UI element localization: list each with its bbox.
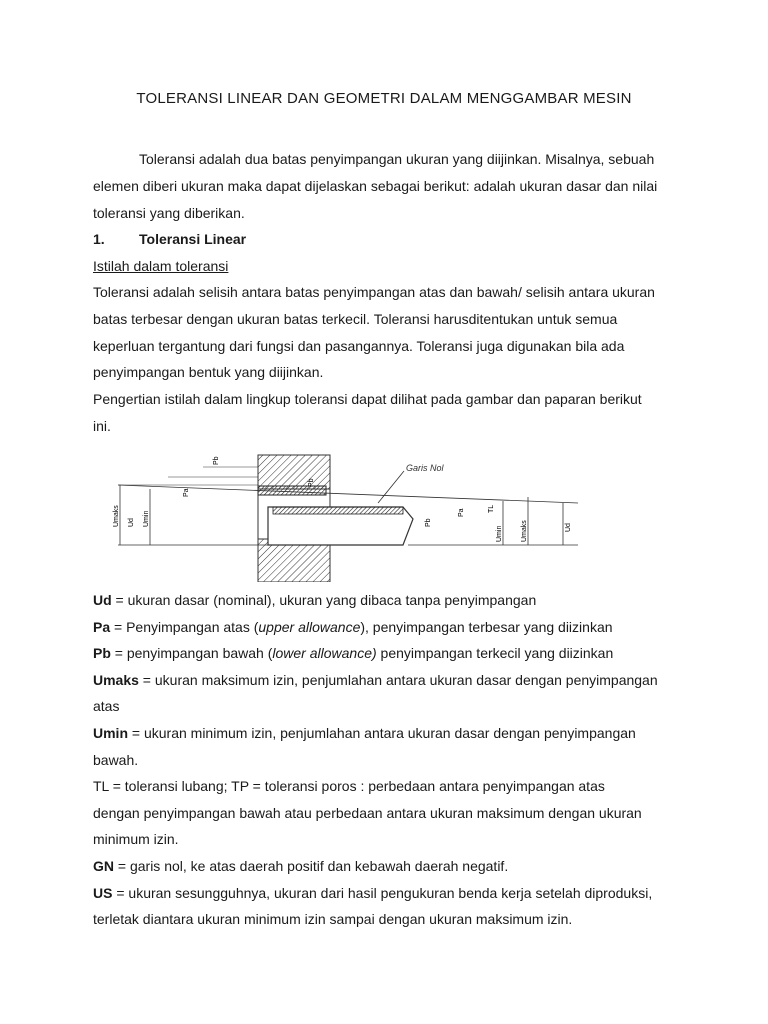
def-umaks-label: Umaks: [93, 672, 139, 688]
def-umaks-cont: atas: [93, 698, 120, 714]
def-ud-text: = ukuran dasar (nominal), ukuran yang dibaca tanpa penyimpangan: [111, 592, 537, 608]
label-umin-right: Umin: [496, 525, 503, 542]
def-pa: [93, 619, 613, 635]
intro-line-3: toleransi yang diberikan.: [93, 205, 245, 221]
def-pa-italic: upper allowance: [258, 619, 361, 635]
def-pb-text1: = penyimpangan bawah (: [110, 645, 273, 661]
para-line-2: batas terbesar dengan ukuran batas terkecil. Toleransi harusditentukan untuk semua: [93, 311, 618, 327]
label-pb-right: Pb: [425, 518, 432, 527]
subheading: Istilah dalam toleransi: [93, 258, 229, 274]
shaft-tolerance-zone: [273, 507, 403, 514]
def-umaks: [93, 672, 658, 688]
para-line-4: penyimpangan bentuk yang diijinkan.: [93, 364, 324, 380]
tolerance-diagram: [108, 447, 588, 582]
tolerance-diagram-svg: [108, 447, 588, 582]
section-heading: Toleransi Linear: [139, 231, 247, 247]
def-pb-label: Pb: [93, 645, 111, 661]
def-tl-line-3: minimum izin.: [93, 831, 179, 847]
def-umin: [93, 725, 636, 741]
def-us-text: = ukuran sesungguhnya, ukuran dari hasil pengukuran benda kerja setelah diproduksi,: [112, 885, 653, 901]
def-pa-text2: ), penyimpangan terbesar yang diizinkan: [360, 619, 613, 635]
garis-nol-label: Garis Nol: [406, 463, 444, 473]
def-us-label: US: [93, 885, 113, 901]
def-pb-italic: lower allowance): [272, 645, 377, 661]
def-ud: [93, 592, 536, 608]
def-pb: [93, 645, 613, 661]
def-gn-text: = garis nol, ke atas daerah positif dan kebawah daerah negatif.: [114, 858, 509, 874]
label-ud-right: Ud: [565, 523, 572, 532]
label-umin-left: Umin: [143, 510, 150, 527]
intro-line-2: elemen diberi ukuran maka dapat dijelaskan sebagai berikut: adalah ukuran dasar dan nilai: [93, 178, 658, 194]
label-umaks-left: Umaks: [113, 505, 120, 527]
para-line-3: keperluan tergantung dari fungsi dan pasangannya. Toleransi juga digunakan bila ada: [93, 338, 625, 354]
label-pa-left: Pa: [183, 488, 190, 497]
para-line-6: ini.: [93, 418, 111, 434]
def-umin-label: Umin: [93, 725, 128, 741]
label-pb-left: Pb: [213, 456, 220, 465]
label-pb-mid: Pb: [308, 478, 315, 487]
def-ud-label: Ud: [93, 592, 112, 608]
def-us-cont: terletak diantara ukuran minimum izin sampai dengan ukuran maksimum izin.: [93, 911, 573, 927]
label-umaks-right: Umaks: [521, 520, 528, 542]
def-pb-text2: penyimpangan terkecil yang diizinkan: [376, 645, 614, 661]
label-tl: TL: [488, 504, 495, 513]
def-umin-text: = ukuran minimum izin, penjumlahan antara ukuran dasar dengan penyimpangan: [128, 725, 636, 741]
section-number: 1.: [93, 231, 105, 247]
def-umin-cont: bawah.: [93, 752, 139, 768]
def-umaks-text: = ukuran maksimum izin, penjumlahan antara ukuran dasar dengan penyimpangan: [138, 672, 658, 688]
def-tl-line-1: TL = toleransi lubang; TP = toleransi poros : perbedaan antara penyimpangan atas: [93, 778, 605, 794]
leader-line: [378, 471, 404, 503]
document-title: TOLERANSI LINEAR DAN GEOMETRI DALAM MENGGAMBAR MESIN: [136, 90, 632, 107]
def-gn: [93, 858, 508, 874]
label-ud-left: Ud: [128, 518, 135, 527]
label-pa-right: Pa: [458, 508, 465, 517]
def-us: [93, 885, 652, 901]
para-line-5: Pengertian istilah dalam lingkup toleransi dapat dilihat pada gambar dan paparan berikut: [93, 391, 642, 407]
intro-line-1: Toleransi adalah dua batas penyimpangan ukuran yang diijinkan. Misalnya, sebuah: [139, 151, 655, 167]
def-gn-label: GN: [93, 858, 114, 874]
def-pa-text1: = Penyimpangan atas (: [110, 619, 259, 635]
def-pa-label: Pa: [93, 619, 111, 635]
para-line-1: Toleransi adalah selisih antara batas penyimpangan atas dan bawah/ selisih antara ukuran: [93, 284, 655, 300]
def-tl-line-2: dengan penyimpangan bawah atau perbedaan antara ukuran maksimum dengan ukuran: [93, 805, 642, 821]
